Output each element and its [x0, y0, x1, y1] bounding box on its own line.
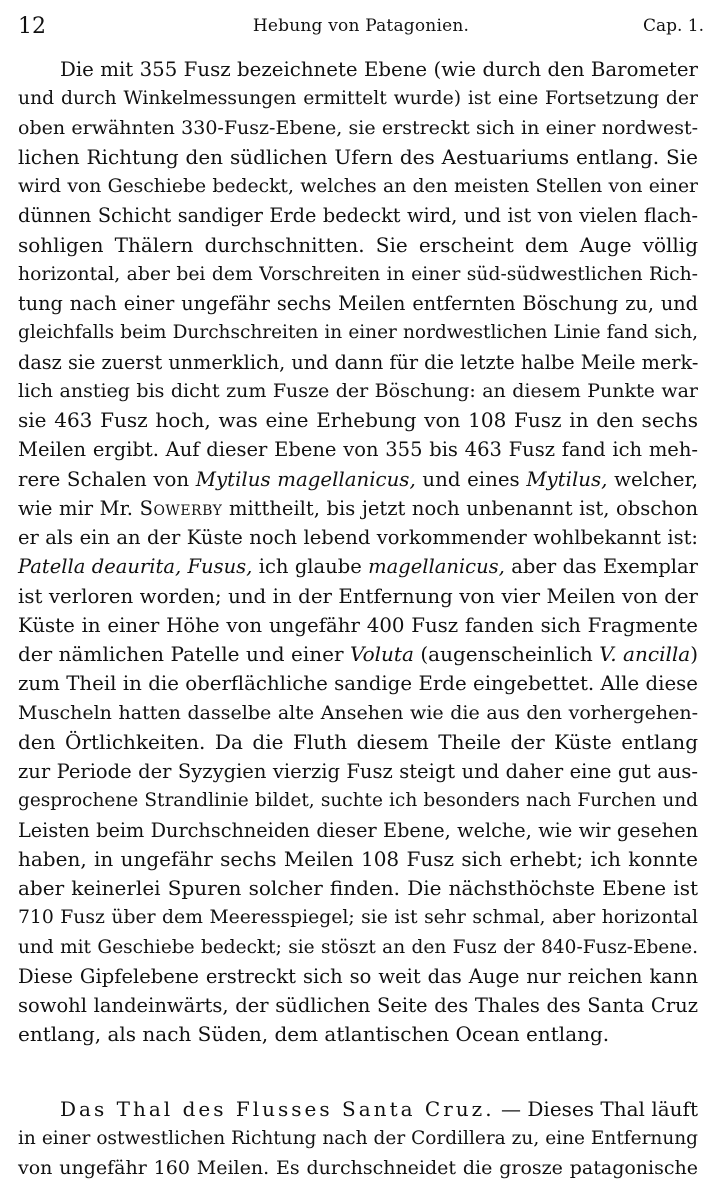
text-line — [18, 1095, 698, 1124]
text-line: lich anstieg bis dicht zum Fusze der Böschung: an diesem Punkte war — [18, 379, 698, 402]
text-line: er als ein an der Küste noch lebend vorkommender wohlbekannt ist: — [18, 526, 698, 549]
species-name: V. ancilla — [599, 642, 691, 666]
text-run: und eines — [415, 467, 527, 491]
text-line: in einer ostwestlichen Richtung nach der Cordillera zu, eine Entfernung — [18, 1128, 698, 1150]
text-line: haben, in ungefähr sechs Meilen 108 Fusz sich erhebt; ich konnte — [18, 846, 698, 871]
text-line — [18, 494, 698, 523]
text-run: mittheilt, bis jetzt noch unbenannt ist, obschon — [222, 496, 698, 520]
text-line: ist verloren worden; und in der Entfernung von vier Meilen von der — [18, 584, 698, 608]
text-line: Meilen ergibt. Auf dieser Ebene von 355 bis 463 Fusz fand ich meh- — [18, 438, 698, 462]
species-name: Mytilus, — [526, 467, 608, 491]
text-line: Die mit 355 Fusz bezeichnete Ebene (wie durch den Barometer — [60, 58, 698, 81]
species-name: Patella deaurita, Fusus, — [18, 555, 253, 579]
text-line: dasz sie zuerst unmerklich, und dann für die letzte halbe Meile merk- — [18, 350, 699, 374]
text-line: den Örtlichkeiten. Da die Fluth diesem Theile der Küste entlang — [18, 729, 698, 754]
text-line: 710 Fusz über dem Meeresspiegel; sie ist sehr schmal, aber horizontal — [18, 907, 698, 929]
text-line: Leisten beim Durchschneiden dieser Ebene, welche, wie wir gesehen — [18, 818, 698, 842]
text-line: Küste in einer Höhe von ungefähr 400 Fusz fanden sich Fragmente — [18, 613, 698, 637]
text-run: — Dieses Thal läuft — [494, 1097, 699, 1121]
text-line: entlang, als nach Süden, dem atlantischen Ocean entlang. — [18, 1022, 610, 1047]
text-run: ) — [690, 642, 698, 666]
text-line: aber keinerlei Spuren solcher finden. Die nächsthöchste Ebene ist — [18, 876, 698, 900]
chapter-label: Cap. 1. — [642, 16, 704, 36]
text-run: rere Schalen von — [18, 467, 196, 491]
text-line: Diese Gipfelebene erstreckt sich so weit das Auge nur reichen kann — [18, 964, 698, 988]
text-line: zum Theil in die oberflächliche sandige Erde eingebettet. Alle diese — [18, 672, 698, 696]
paragraph-patagonian-plains — [18, 55, 698, 1050]
person-name: Sowerby — [139, 496, 223, 520]
text-line: tung nach einer ungefähr sechs Meilen entfernten Böschung zu, und — [18, 292, 698, 315]
species-name: Mytilus magellanicus, — [195, 467, 416, 491]
paragraph-santa-cruz-valley — [18, 1095, 698, 1183]
text-line: Muscheln hatten dasselbe alte Ansehen wie die aus den vorhergehen- — [18, 701, 698, 724]
text-line: zur Periode der Syzygien vierzig Fusz steigt und daher eine gut aus- — [18, 760, 698, 783]
text-line: oben erwähnten 330-Fusz-Ebene, sie erstreckt sich in einer nordwest- — [18, 116, 698, 139]
text-line: sohligen Thälern durchschnitten. Sie erscheint dem Auge völlig — [18, 232, 698, 257]
text-line: dünnen Schicht sandiger Erde bedeckt wird, und ist von vielen flach- — [18, 204, 698, 228]
species-name: magellanicus, — [368, 555, 505, 579]
text-run: welcher, — [607, 467, 699, 491]
text-line: von ungefähr 160 Meilen. Es durchschneidet die grosze patagonische — [18, 1156, 698, 1179]
running-title: Hebung von Patagonien. — [252, 16, 470, 36]
text-run: (augenscheinlich — [413, 642, 600, 666]
running-header — [18, 10, 704, 40]
text-line: sowohl landeinwärts, der südlichen Seite des Thales des Santa Cruz — [18, 994, 698, 1017]
text-run: der nämlichen Patelle und einer — [18, 642, 350, 666]
species-name: Voluta — [349, 642, 414, 666]
section-heading: Das Thal des Flusses Santa Cruz. — [60, 1097, 495, 1121]
text-line — [18, 465, 698, 494]
text-run: ich glaube — [252, 555, 369, 579]
text-line: horizontal, aber bei dem Vorschreiten in einer süd-südwestlichen Rich- — [18, 263, 698, 285]
page-number: 12 — [18, 14, 46, 39]
text-line: gesprochene Strandlinie bildet, suchte ich besonders nach Furchen und — [18, 790, 698, 812]
text-run: aber das Exemplar — [504, 555, 698, 579]
text-line: wird von Geschiebe bedeckt, welches an den meisten Stellen von einer — [18, 176, 698, 197]
text-line: lichen Richtung den südlichen Ufern des Aestuariums entlang. Sie — [18, 144, 698, 169]
text-line — [18, 552, 698, 581]
text-line: gleichfalls beim Durchschreiten in einer nordwestlichen Linie fand sich, — [18, 322, 698, 344]
text-line: und durch Winkelmessungen ermittelt wurde) ist eine Fortsetzung der — [18, 88, 698, 110]
text-run: wie mir Mr. — [18, 496, 140, 520]
text-line — [18, 640, 698, 669]
text-line: und mit Geschiebe bedeckt; sie stöszt an den Fusz der 840-Fusz-Ebene. — [18, 936, 698, 958]
text-line: sie 463 Fusz hoch, was eine Erhebung von 108 Fusz in den sechs — [18, 408, 698, 432]
